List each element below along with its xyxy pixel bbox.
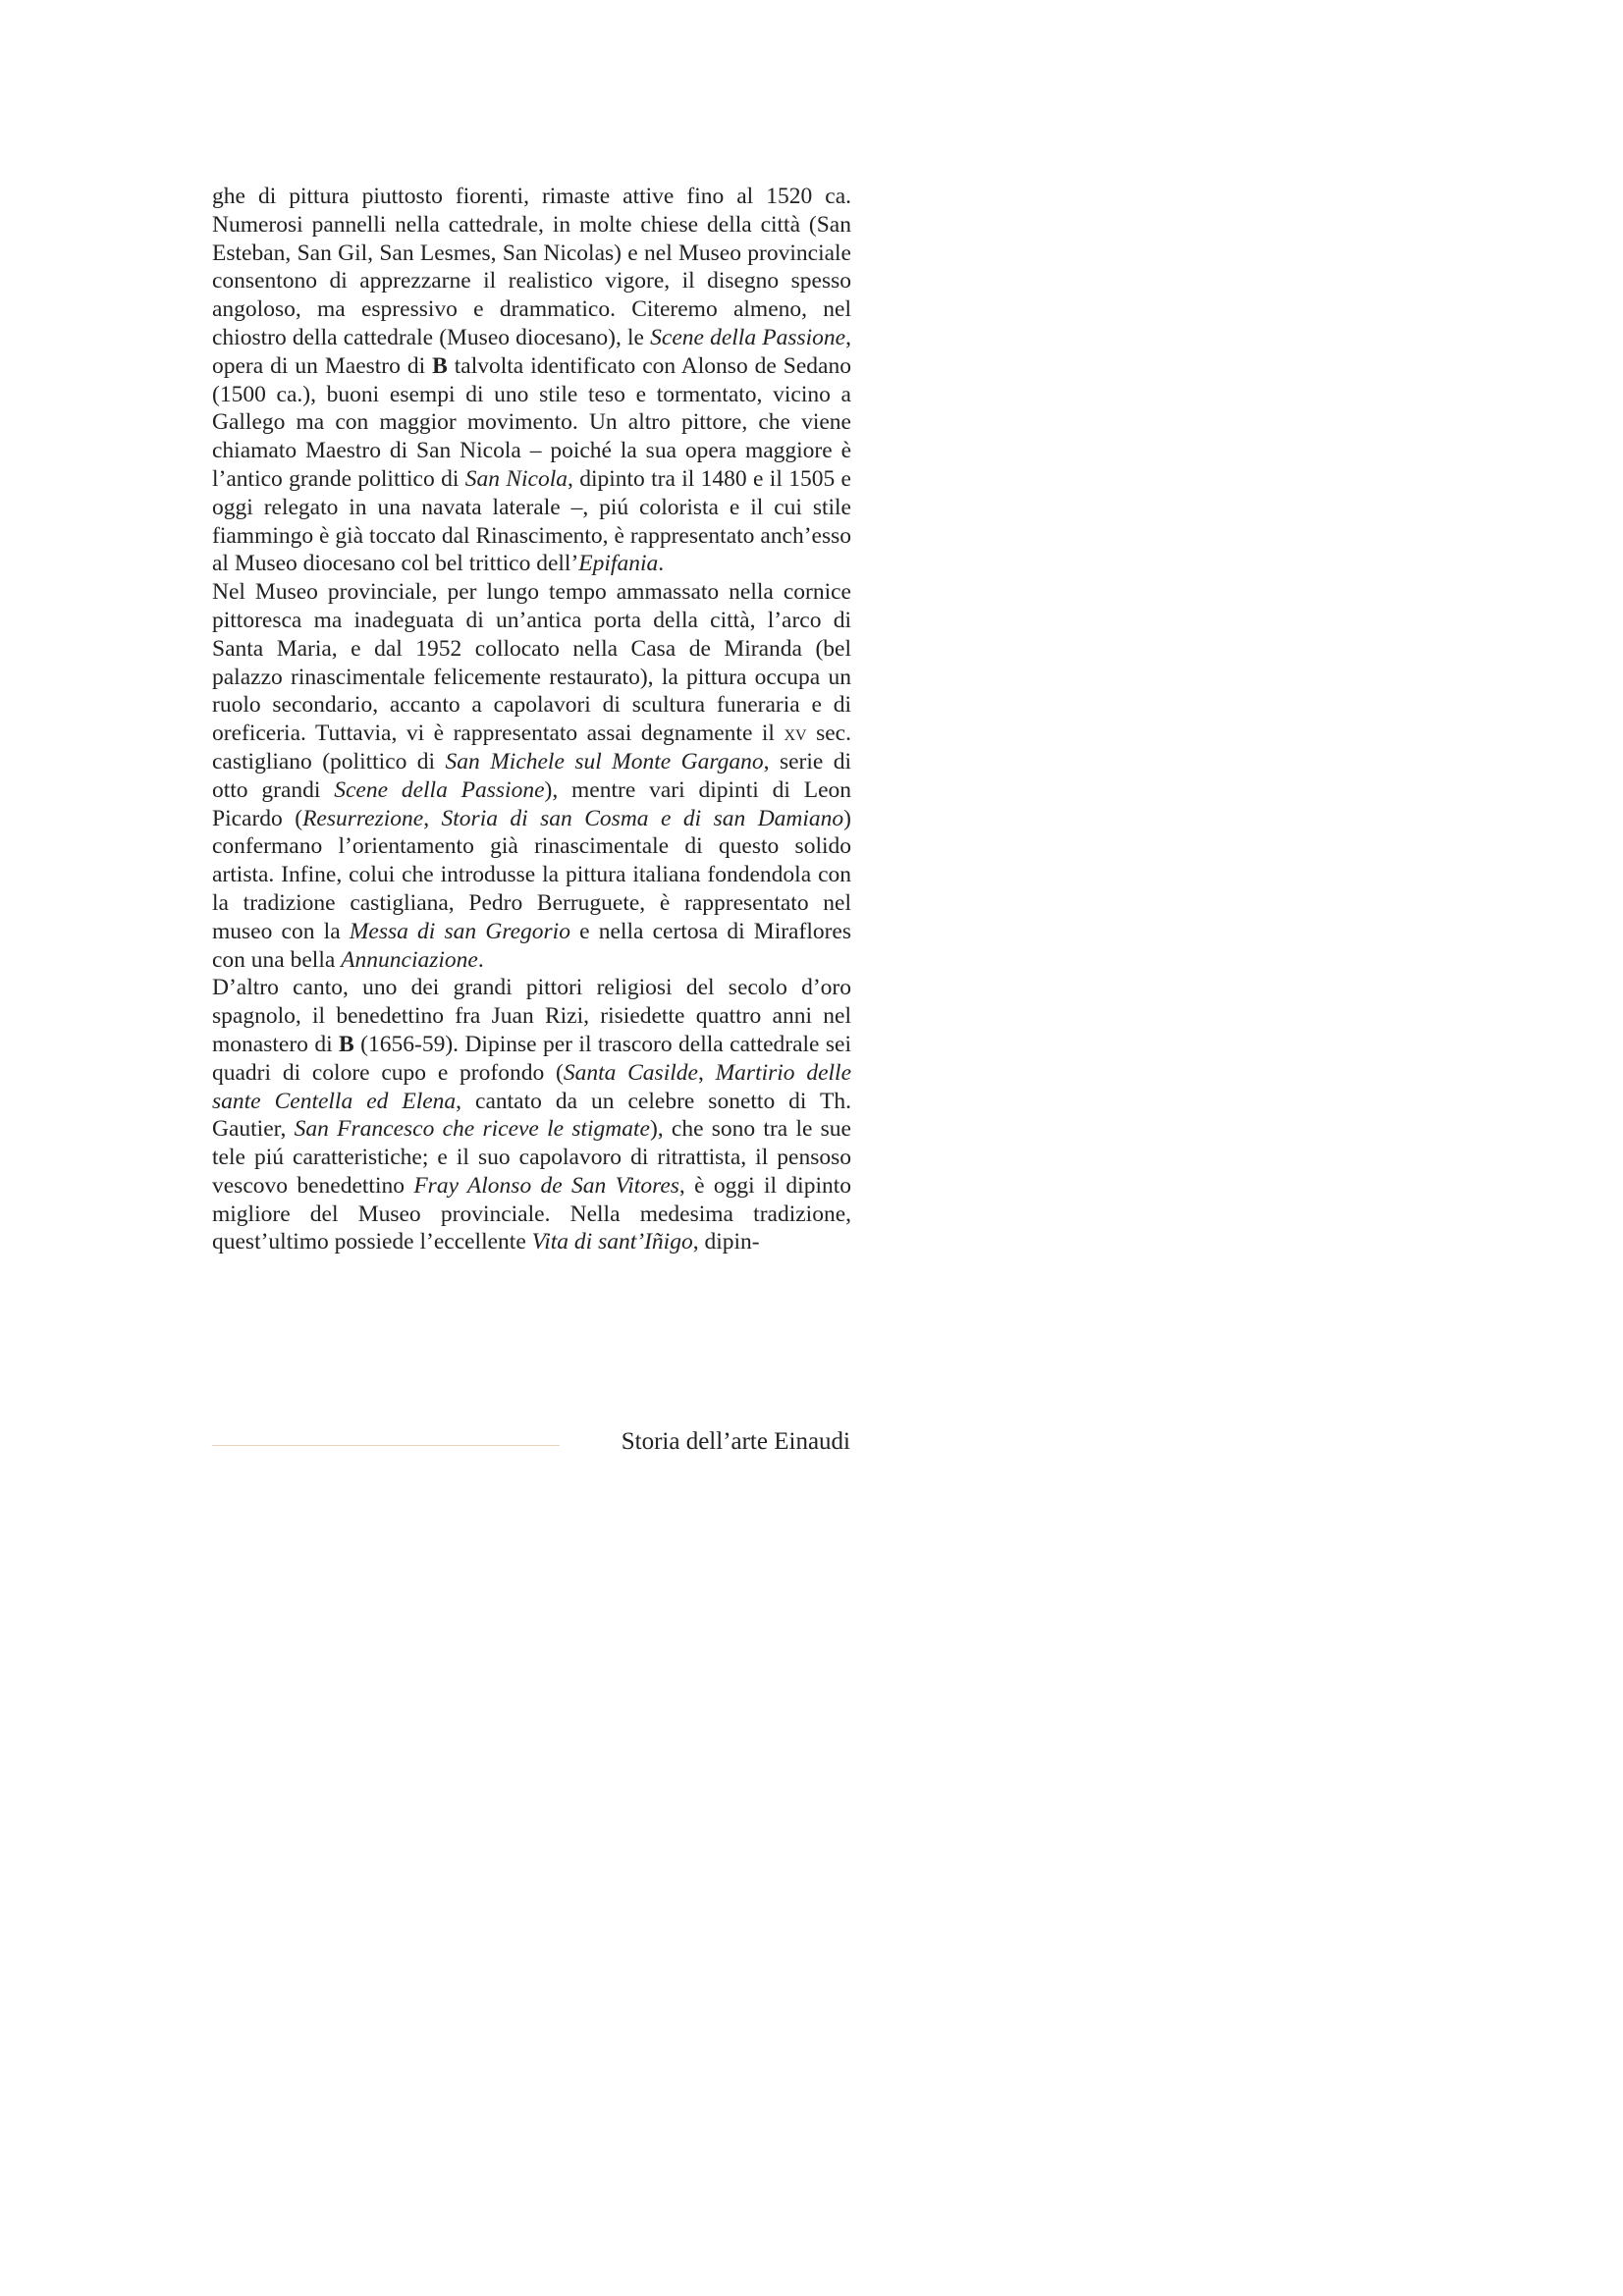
text-segment: Messa di san Gregorio (349, 918, 570, 944)
text-segment: Vita di sant’Iñigo (531, 1229, 693, 1255)
text-segment: . (477, 946, 484, 973)
text-segment: San Michele sul Monte Gargano (445, 748, 764, 774)
text-segment: sec. castigliano (polittico di (212, 721, 851, 774)
body-text (212, 183, 851, 1256)
text-segment: , cantato da un celebre sonetto di Th. Gautier, (212, 1088, 851, 1143)
footer-rule (212, 1445, 560, 1446)
text-segment: San Francesco che riceve le stigmate (294, 1116, 650, 1143)
text-segment: Martirio delle sante Centella ed Elena (212, 1059, 851, 1114)
text-segment: , (697, 1059, 716, 1086)
paragraph-1 (212, 183, 851, 578)
text-segment: ), che sono tra le sue tele piú caratteristiche; e il suo capolavoro di ritrattista, il pensoso vescovo benedettino (212, 1116, 851, 1199)
text-segment: Resurrezione (302, 805, 424, 831)
text-segment: ghe di pittura piuttosto fiorenti, rimaste attive fino al 1520 ca. Numerosi pannelli nella cattedrale, in molte chiese della città (San Esteban, San Gil, San Lesmes, San Nicolas) e nel Museo provinciale consentono di apprezzarne il realistico vigore, il disegno spesso angoloso, ma espressivo e drammatico. Citeremo almeno, nel chiostro della cattedrale (Museo diocesano), le (212, 184, 851, 350)
text-segment: Nel Museo provinciale, per lungo tempo ammassato nella cornice pittoresca ma inadeguata di un’antica porta della città, l’arco di Santa Maria, e dal 1952 collocato nella Casa de Miranda (bel palazzo rinascimentale felicemente restaurato), la pittura occupa un ruolo secondario, accanto a capolavori di scultura funeraria e di oreficeria. Tuttavia, vi è rappresentato assai degnamente il (212, 579, 851, 747)
text-segment: Scene della Passione (334, 776, 545, 803)
text-segment: D’altro canto, uno dei grandi pittori religiosi del secolo d’oro spagnolo, il benedettino fra Juan Rizi, risiedette quattro anni nel monastero di (212, 975, 851, 1057)
text-segment: Storia di san Cosma e di san Damiano (441, 805, 844, 831)
text-segment: xv (784, 721, 807, 747)
text-segment: talvolta identificato con Alonso de Sedano (1500 ca.), buoni esempi di uno stile teso e tormentato, vicino a Gallego ma con maggior movimento. Un altro pittore, che viene chiamato Maestro di San Nicola – poiché la sua opera maggiore è l’antico grande polittico di (212, 352, 851, 492)
text-segment: , (423, 805, 442, 831)
footer-title: Storia dell’arte Einaudi (621, 1428, 850, 1455)
text-segment: ), mentre vari dipinti di Leon Picardo ( (212, 776, 852, 831)
text-segment: , dipinto tra il 1480 e il 1505 e oggi relegato in una navata laterale –, piú colorista e il cui stile fiammingo è già toccato dal Rinascimento, è rappresentato anch’esso al Museo diocesano col bel trittico dell’ (212, 465, 851, 577)
text-segment: Epifania (578, 551, 659, 577)
text-segment: Scene della Passione (650, 324, 846, 350)
text-segment: , opera di un Maestro di (212, 324, 851, 379)
text-segment: , dipin- (692, 1229, 760, 1255)
text-segment: (1656-59). Dipinse per il trascoro della cattedrale sei quadri di colore cupo e profondo ( (212, 1031, 852, 1086)
text-segment: ) confermano l’orientamento già rinascimentale di questo solido artista. Infine, colui che introdusse la pittura italiana fondendola con la tradizione castigliana, Pedro Berruguete, è rappresentato nel museo con la (212, 805, 851, 944)
text-segment: Annunciazione (341, 946, 478, 973)
text-segment: , è oggi il dipinto migliore del Museo provinciale. Nella medesima tradizione, quest’ultimo possiede l’eccellente (212, 1172, 852, 1255)
paragraph-3 (212, 974, 851, 1256)
paragraph-2 (212, 578, 851, 974)
text-segment: Santa Casilde (563, 1059, 698, 1086)
text-segment: , serie di otto grandi (212, 748, 852, 803)
text-segment: San Nicola (464, 465, 568, 492)
text-segment: Fray Alonso de San Vitores (413, 1172, 679, 1199)
text-segment: B (432, 352, 448, 379)
text-segment: B (339, 1031, 354, 1057)
text-segment: . (658, 551, 665, 577)
text-segment: e nella certosa di Miraflores con una bella (212, 918, 851, 973)
